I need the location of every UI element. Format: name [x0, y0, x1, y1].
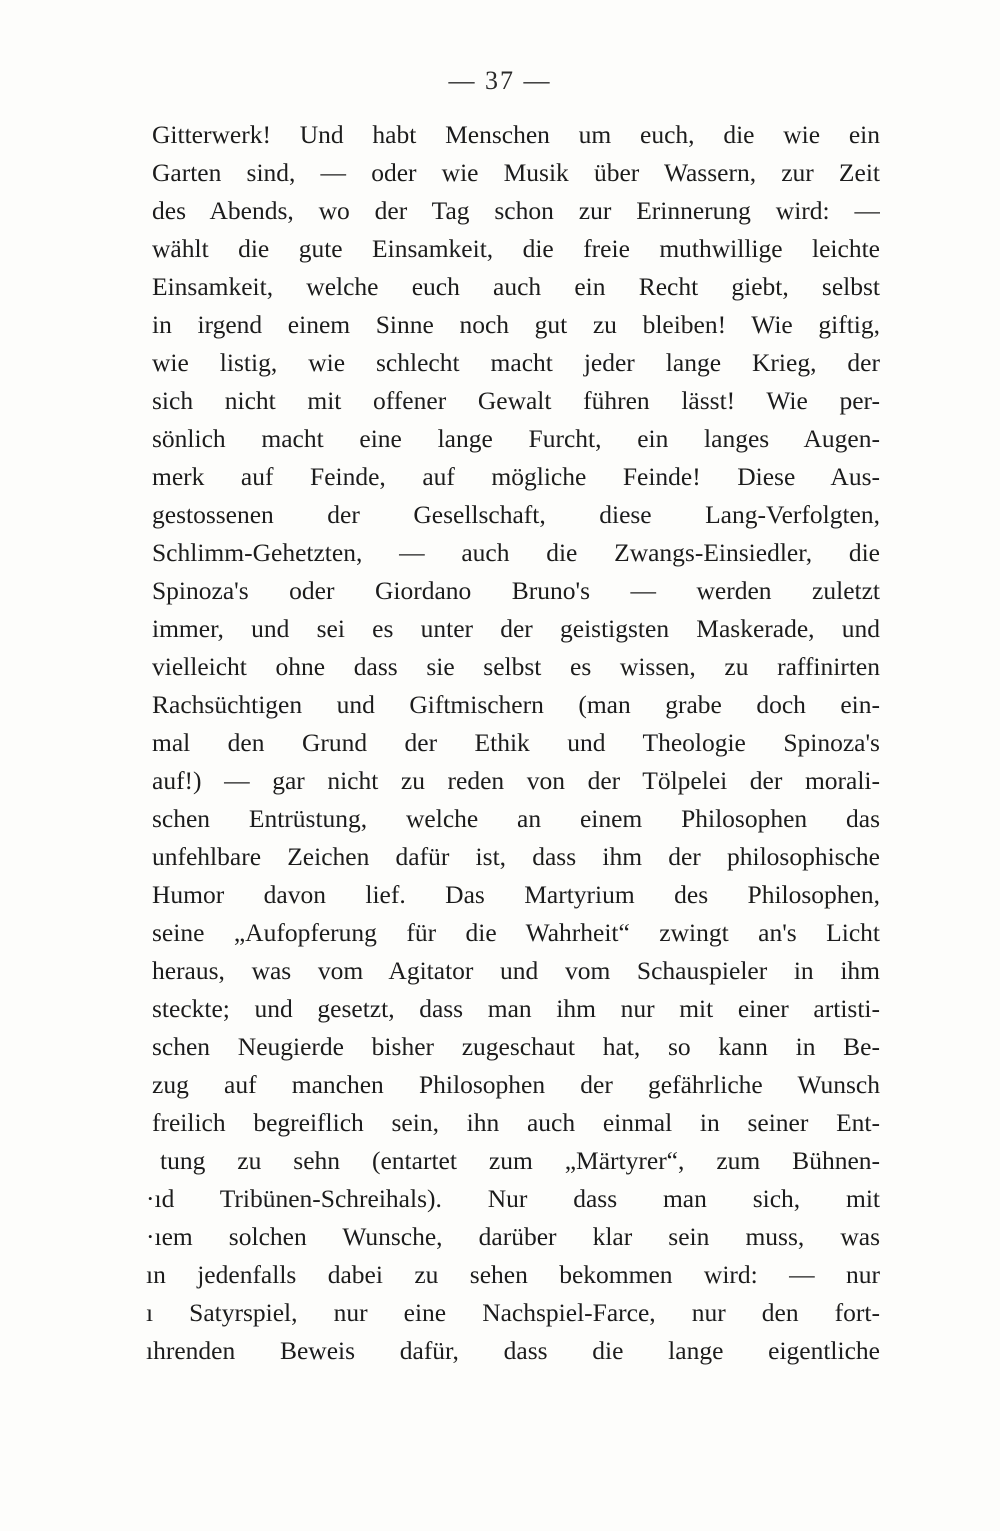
text-line: ın jedenfalls dabei zu sehen bekommen wird: — nur [146, 1260, 880, 1289]
text-line: steckte; und gesetzt, dass man ihm nur mit einer artisti- [152, 994, 880, 1023]
text-line: Spinoza's oder Giordano Bruno's — werden zuletzt [152, 576, 880, 605]
text-line: Schlimm-Gehetzten, — auch die Zwangs-Einsiedler, die [152, 538, 880, 567]
text-line: zug auf manchen Philosophen der gefährliche Wunsch [152, 1070, 880, 1099]
text-line: seine „Aufopferung für die Wahrheit“ zwingt an's Licht [152, 918, 880, 947]
text-line: in irgend einem Sinne noch gut zu bleiben! Wie giftig, [152, 310, 880, 339]
text-line: mal den Grund der Ethik und Theologie Spinoza's [152, 728, 880, 757]
text-line: Einsamkeit, welche euch auch ein Recht giebt, selbst [152, 272, 880, 301]
text-line: des Abends, wo der Tag schon zur Erinnerung wird: — [152, 196, 880, 225]
text-line: vielleicht ohne dass sie selbst es wissen, zu raffinirten [152, 652, 880, 681]
text-line: merk auf Feinde, auf mögliche Feinde! Diese Aus- [152, 462, 880, 491]
text-line: ·ıd Tribünen-Schreihals). Nur dass man sich, mit [146, 1184, 880, 1213]
text-line: Rachsüchtigen und Giftmischern (man grabe doch ein- [152, 690, 880, 719]
page-number: — 37 — [448, 66, 552, 95]
text-line: Gitterwerk! Und habt Menschen um euch, die wie ein [152, 120, 880, 149]
text-line: tung zu sehn (entartet zum „Märtyrer“, zum Bühnen- [160, 1146, 880, 1175]
text-line: unfehlbare Zeichen dafür ist, dass ihm der philosophische [152, 842, 880, 871]
text-line: freilich begreiflich sein, ihn auch einmal in seiner Ent- [152, 1108, 880, 1137]
text-line: immer, und sei es unter der geistigsten Maskerade, und [152, 614, 880, 643]
text-line: ıhrenden Beweis dafür, dass die lange eigentliche [146, 1336, 880, 1365]
text-line: sönlich macht eine lange Furcht, ein langes Augen- [152, 424, 880, 453]
text-line: ı Satyrspiel, nur eine Nachspiel-Farce, nur den fort- [146, 1298, 880, 1327]
text-line: schen Neugierde bisher zugeschaut hat, so kann in Be- [152, 1032, 880, 1061]
text-line: Humor davon lief. Das Martyrium des Philosophen, [152, 880, 880, 909]
text-line: wählt die gute Einsamkeit, die freie muthwillige leichte [152, 234, 880, 263]
text-line: Garten sind, — oder wie Musik über Wassern, zur Zeit [152, 158, 880, 187]
text-line: schen Entrüstung, welche an einem Philosophen das [152, 804, 880, 833]
text-line: wie listig, wie schlecht macht jeder lange Krieg, der [152, 348, 880, 377]
text-line: heraus, was vom Agitator und vom Schauspieler in ihm [152, 956, 880, 985]
text-line: auf!) — gar nicht zu reden von der Tölpelei der morali- [152, 766, 880, 795]
text-line: ·ıem solchen Wunsche, darüber klar sein muss, was [146, 1222, 880, 1251]
text-line: gestossenen der Gesellschaft, diese Lang-Verfolgten, [152, 500, 880, 529]
body-text [146, 116, 880, 1370]
text-line: sich nicht mit offener Gewalt führen lässt! Wie per- [152, 386, 880, 415]
